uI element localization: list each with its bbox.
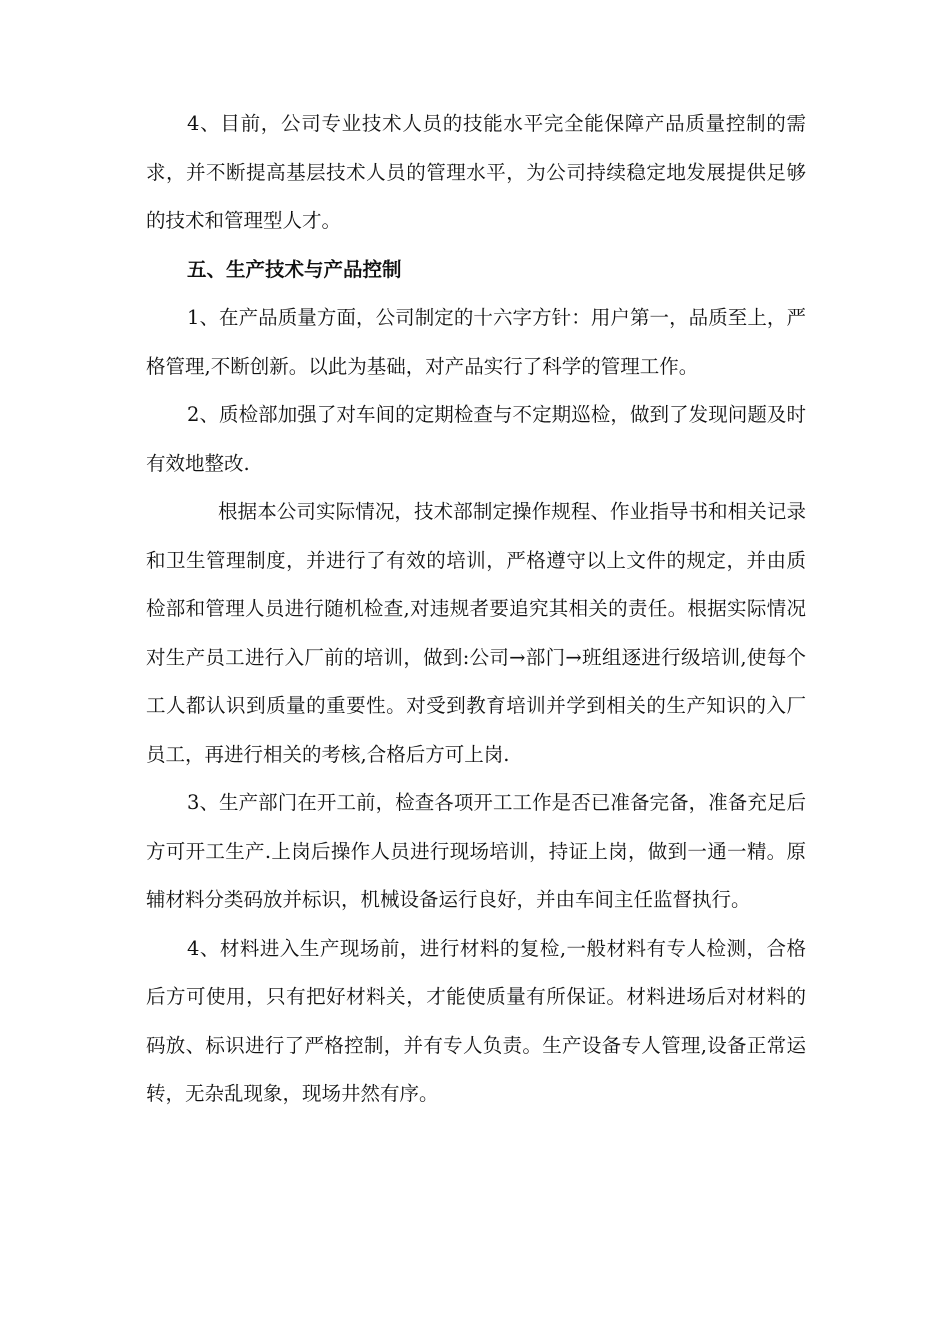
paragraph-quality-policy: 1、在产品质量方面，公司制定的十六字方针：用户第一，品质至上，严格管理,不断创新。以此为基础，对产品实行了科学的管理工作。 [146,306,806,378]
paragraph-inspection: 2、质检部加强了对车间的定期检查与不定期巡检，做到了发现问题及时有效地整改. [146,403,806,475]
paragraph-tech-staff: 4、目前，公司专业技术人员的技能水平完全能保障产品质量控制的需求，并不断提高基层技术人员的管理水平，为公司持续稳定地发展提供足够的技术和管理型人才。 [146,112,806,232]
paragraph-material-control: 4、材料进入生产现场前，进行材料的复检,一般材料有专人检测，合格后方可使用，只有把好材料关，才能使质量有所保证。材料进场后对材料的码放、标识进行了严格控制，并有专人负责。生产设备专人管理,设备正常运转，无杂乱现象，现场井然有序。 [146,936,806,1105]
document-page [146,100,806,1119]
section-heading-production-control: 五、生产技术与产品控制 [187,257,402,281]
paragraph-pre-production-check: 3、生产部门在开工前，检查各项开工工作是否已准备完备，准备充足后方可开工生产.上岗后操作人员进行现场培训，持证上岗，做到一通一精。原辅材料分类码放并标识，机械设备运行良好，并由车间主任监督执行。 [146,791,806,911]
paragraph-training: 根据本公司实际情况，技术部制定操作规程、作业指导书和相关记录和卫生管理制度，并进行了有效的培训，严格遵守以上文件的规定，并由质检部和管理人员进行随机检查,对违规者要追究其相关的责任。根据实际情况对生产员工进行入厂前的培训，做到:公司→部门→班组逐进行级培训,使每个工人都认识到质量的重要性。对受到教育培训并学到相关的生产知识的入厂员工，再进行相关的考核,合格后方可上岗. [146,500,806,766]
